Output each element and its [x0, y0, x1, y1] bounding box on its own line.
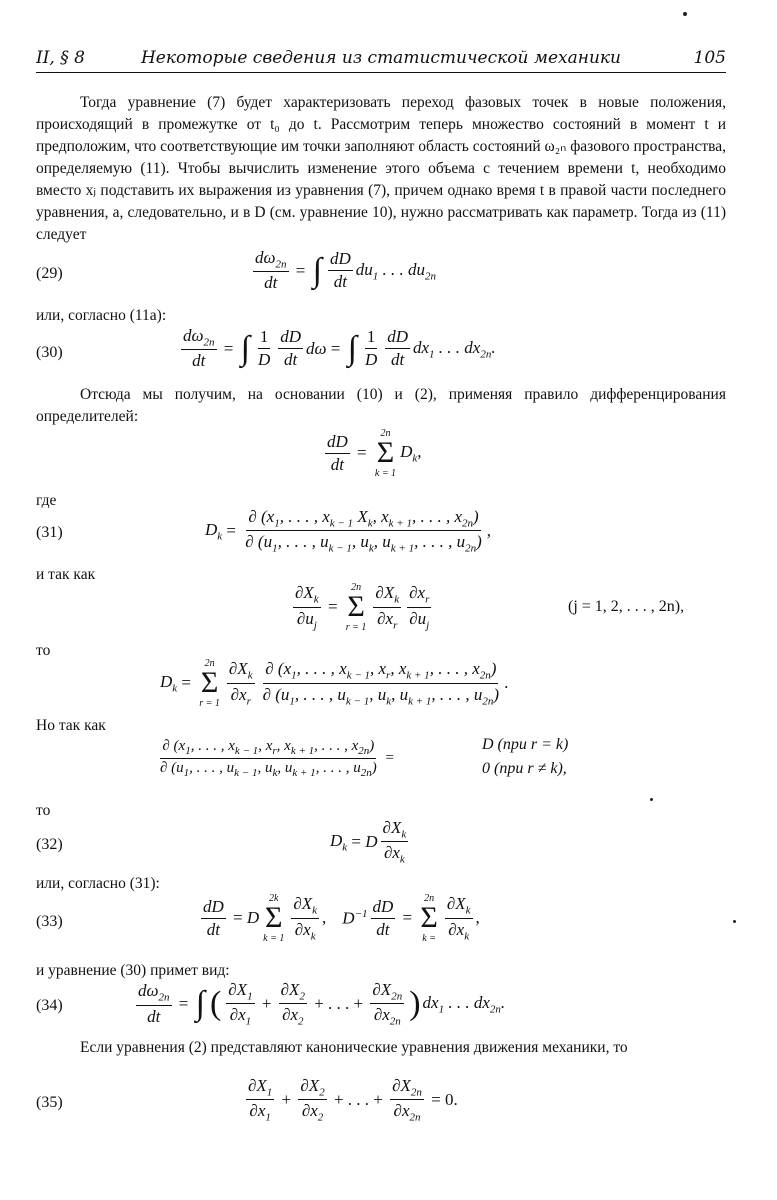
page-number: 105 — [693, 48, 726, 68]
paragraph-differentiation-rule: Отсюда мы получим, на основании (10) и (2), применяя правило дифференцирования определителей: — [36, 386, 726, 425]
paragraph-according-11a: или, согласно (11а): — [36, 307, 167, 324]
equation-jacobian-cases: $\frac{\partial (x_1, . . . , x_{k - 1}, x_r, x_{k + 1}, . . . , x_{2n})}{\partial (u_1, . . . , u_{k - 1}, u_k, u_{k + 1}, . . . , u_{2n})}$ = — [160, 738, 398, 779]
scan-speck — [683, 12, 687, 16]
paragraph-then: то — [36, 642, 51, 659]
equation-number-33: (33) — [36, 913, 63, 930]
equation-dD-dt-sum: $\frac{dD}{dt}$ = 2n Σ k = 1 $D_k$, — [327, 428, 422, 479]
equation-number-30: (30) — [36, 344, 63, 361]
equation-Dk-expansion: $D_k$ = 2n Σ r = 1 $\frac{\partial X_k}{\partial x_r}$ $\frac{\partial (x_1, . . . , x_{k - 1}, x_r, x_{k + 1}, . . . , x_{2n})}{\partial (u_1, . . . , u_{k - 1}, u_k, u_{k + 1}, . . . , u_{2n})}$ . — [160, 658, 509, 709]
index-range-j: (j = 1, 2, . . . , 2n), — [568, 598, 685, 615]
running-header — [36, 48, 726, 73]
equation-35: $\frac{\partial X_1}{\partial x_1}$ + $\frac{\partial X_2}{\partial x_2}$ + . . . + $\frac{\partial X_{2n}}{\partial x_{2n}}$ = 0. — [248, 1076, 458, 1124]
paragraph-canonical-equations: Если уравнения (2) представляют канонические уравнения движения механики, то — [80, 1039, 628, 1056]
equation-29: $\frac{d\omega_{2n}}{dt}$ = ∫ $\frac{dD}{dt}$ $du_1$ . . . $du_{2n}$ — [255, 248, 436, 293]
scan-speck — [650, 798, 653, 801]
case-r-equals-k: D (при r = k) — [482, 736, 569, 753]
equation-number-29: (29) — [36, 265, 63, 282]
case-r-not-k: 0 (при r ≠ k), — [482, 760, 567, 777]
equation-number-31: (31) — [36, 524, 63, 541]
scan-speck — [733, 920, 736, 923]
equation-33: $\frac{dD}{dt}$ = D 2k Σ k = 1 $\frac{\partial X_k}{\partial x_k}$ , $D^{-1}$ $\frac{dD}{dt}$ = 2n Σ k = $\frac{\partial X_k}{\partial x_k}$ , — [203, 893, 480, 944]
paragraph-according-31: или, согласно (31): — [36, 875, 160, 892]
paragraph-and-since: и так как — [36, 566, 96, 583]
equation-32: $D_k$ = D $\frac{\partial X_k}{\partial x_k}$ — [330, 818, 407, 866]
running-title: Некоторые сведения из статистической механики — [140, 48, 622, 68]
paragraph-equation-30-takes-form: и уравнение (30) примет вид: — [36, 962, 230, 979]
paragraph-then-2: то — [36, 802, 51, 819]
equation-number-35: (35) — [36, 1094, 63, 1111]
equation-dXk-duj: $\frac{\partial X_k}{\partial u_j}$ = 2n Σ r = 1 $\frac{\partial X_k}{\partial x_r}$ $\frac{\partial x_r}{\partial u_j}$ — [295, 582, 430, 633]
equation-31: $D_k$ = $\frac{\partial (x_1, . . . , x_{k - 1} X_k, x_{k + 1}, . . . , x_{2n})}{\partial (u_1, . . . , u_{k - 1}, u_k, u_{k + 1}, . . . , u_{2n})}$ , — [205, 507, 492, 555]
equation-number-34: (34) — [36, 997, 63, 1014]
paragraph-intro: Тогда уравнение (7) будет характеризовать переход фазовых точек в новые положения, происходящий в промежутке от t₀ до t. Рассмотрим теперь множество состояний в момент t и предположим, что соответствующие им точки заполняют область состояний ω₂ₙ фазового пространства, определяемую (11). Чтобы вычислить изменение этого объема с течением времени t, необходимо вместо xⱼ подставить их выражения из уравнения (7), причем однако время t в правой части последнего уравнения, а, следовательно, и в D (см. уравнение 10), нужно рассматривать как параметр. Тогда из (11) следует — [36, 94, 726, 243]
paragraph-where: где — [36, 492, 57, 509]
equation-number-32: (32) — [36, 836, 63, 853]
equation-30: $\frac{d\omega_{2n}}{dt}$ = ∫ $\frac{1}{D}$ $\frac{dD}{dt}$ dω = ∫ $\frac{1}{D}$ $\frac{dD}{dt}$ $dx_1$ . . . $dx_{2n}$. — [183, 326, 496, 371]
paragraph-but-since: Но так как — [36, 717, 106, 734]
equation-34: $\frac{d\omega_{2n}}{dt}$ = ∫ ( $\frac{\partial X_1}{\partial x_1}$ + $\frac{\partial X_2}{\partial x_2}$ + . . . + $\frac{\partial X_{2n}}{\partial x_{2n}}$ ) $dx_1$ . . . $dx_{2n}$. — [138, 980, 506, 1028]
chapter-section-label: II, § 8 — [36, 48, 85, 68]
